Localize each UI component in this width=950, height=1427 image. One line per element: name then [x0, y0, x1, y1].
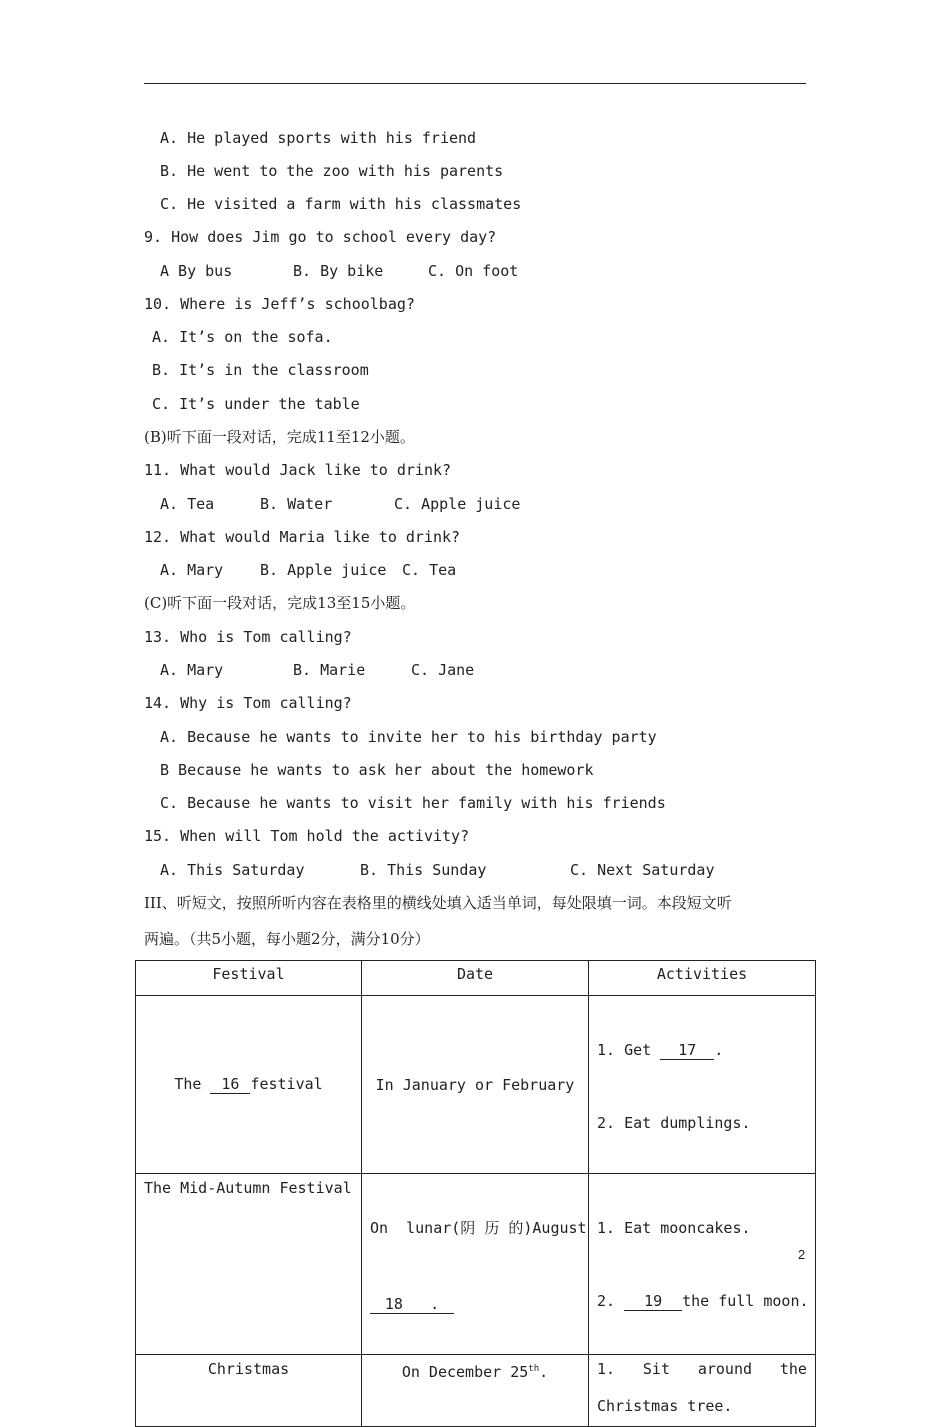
row1-activity-1: [597, 1040, 815, 1060]
q12-option-b: B. Apple juice: [260, 561, 387, 579]
row3-activity-1-line2: Christmas tree.: [597, 1397, 733, 1415]
question-13: 13. Who is Tom calling?: [144, 628, 352, 646]
activity-2-prefix: 2.: [597, 1292, 616, 1310]
blank-18: [370, 1295, 454, 1314]
row3-word-4: the: [779, 1360, 807, 1378]
row2-date-line1: On lunar(阴 历 的)August: [370, 1219, 587, 1237]
row3-activities-cell: [589, 1355, 816, 1427]
q8-option-b: B. He went to the zoo with his parents: [160, 162, 504, 180]
question-14: 14. Why is Tom calling?: [144, 694, 352, 712]
q13-option-b: B. Marie: [293, 661, 366, 679]
activity-1-prefix: 1. Get: [597, 1041, 652, 1059]
header-festival: Festival: [136, 961, 362, 996]
q11-option-a: A. Tea: [160, 495, 215, 513]
q8-option-c: C. He visited a farm with his classmates: [160, 195, 522, 213]
q11-option-c: C. Apple juice: [394, 495, 521, 513]
question-9: 9. How does Jim go to school every day?: [144, 228, 497, 246]
table-row: [136, 1174, 816, 1355]
q11-option-b: B. Water: [260, 495, 333, 513]
q8-option-a: A. He played sports with his friend: [160, 129, 477, 147]
q9-option-a: A By bus: [160, 262, 233, 280]
question-10: 10. Where is Jeff’s schoolbag?: [144, 295, 415, 313]
header-date: Date: [362, 961, 589, 996]
row1-activity-2: 2. Eat dumplings.: [597, 1114, 751, 1132]
row2-activities-cell: [589, 1174, 816, 1355]
row2-activity-2: [597, 1291, 815, 1311]
row3-date-cell: [362, 1355, 589, 1427]
q14-option-c: C. Because he wants to visit her family with his friends: [160, 794, 666, 812]
q10-option-b: B. It’s in the classroom: [152, 361, 369, 379]
q14-option-a: A. Because he wants to invite her to his birthday party: [160, 728, 657, 746]
blank-19: 19: [624, 1292, 682, 1311]
blank-16: 16: [210, 1075, 250, 1094]
row3-festival: Christmas: [207, 1360, 290, 1378]
row3-date-text: On December 25: [401, 1363, 529, 1381]
q15-option-b: B. This Sunday: [360, 861, 487, 879]
blank-17: 17: [660, 1041, 714, 1060]
q10-option-c: C. It’s under the table: [152, 395, 360, 413]
table-row: [136, 996, 816, 1174]
row3-word-2: Sit: [642, 1360, 670, 1378]
activity-1-suffix: .: [714, 1041, 724, 1059]
row2-activity-1: 1. Eat mooncakes.: [597, 1219, 751, 1237]
row2-festival-cell: [136, 1174, 362, 1355]
question-15: 15. When will Tom hold the activity?: [144, 827, 470, 845]
question-11: 11. What would Jack like to drink?: [144, 461, 452, 479]
table-header-row: [136, 961, 816, 996]
q14-option-b: B Because he wants to ask her about the homework: [160, 761, 594, 779]
table-row: [136, 1355, 816, 1427]
row3-date: [362, 1355, 588, 1382]
row2-date-cell: [362, 1174, 589, 1355]
q12-option-c: C. Tea: [402, 561, 457, 579]
festival-table: [135, 960, 816, 1427]
row1-date-cell: In January or February: [362, 996, 589, 1174]
q12-option-a: A. Mary: [160, 561, 224, 579]
section-c-instruction: (C)听下面一段对话，完成13至15小题。: [144, 594, 416, 612]
row3-word-3: around: [697, 1360, 753, 1378]
section-iii-instruction-line1: III、听短文，按照所听内容在表格里的横线处填入适当单词，每处限填一词。本段短文听: [144, 894, 732, 912]
q15-option-c: C. Next Saturday: [570, 861, 715, 879]
blank-18-value: 18: [384, 1295, 403, 1313]
q13-option-c: C. Jane: [411, 661, 475, 679]
row1-activities-cell: [589, 996, 816, 1174]
q10-option-a: A. It’s on the sofa.: [152, 328, 333, 346]
row2-festival: The Mid-Autumn Festival: [144, 1179, 352, 1197]
row3-activity-1-line1: [597, 1359, 807, 1379]
header-rule: [144, 83, 806, 84]
section-b-instruction: (B)听下面一段对话，完成11至12小题。: [144, 428, 415, 446]
page-number: 2: [798, 1247, 806, 1262]
row3-date-sup: th: [528, 1364, 540, 1374]
question-12: 12. What would Maria like to drink?: [144, 528, 461, 546]
row2-date-line2: [370, 1294, 588, 1314]
row3-festival-cell: [136, 1355, 362, 1427]
activity-2-suffix: the full moon.: [682, 1292, 809, 1310]
q13-option-a: A. Mary: [160, 661, 224, 679]
q9-option-c: C. On foot: [428, 262, 519, 280]
row2-date-suffix: .: [430, 1295, 440, 1313]
row1-festival-cell: [136, 996, 362, 1174]
header-activities: Activities: [589, 961, 816, 996]
section-iii-instruction-line2: 两遍。（共5小题，每小题2分，满分10分）: [144, 930, 430, 948]
row3-date-suffix: .: [539, 1363, 549, 1381]
row3-word-1: 1.: [597, 1360, 616, 1378]
q15-option-a: A. This Saturday: [160, 861, 305, 879]
q9-option-b: B. By bike: [293, 262, 384, 280]
row1-festival-suffix: festival: [250, 1075, 323, 1093]
row1-festival-prefix: The: [174, 1075, 202, 1093]
